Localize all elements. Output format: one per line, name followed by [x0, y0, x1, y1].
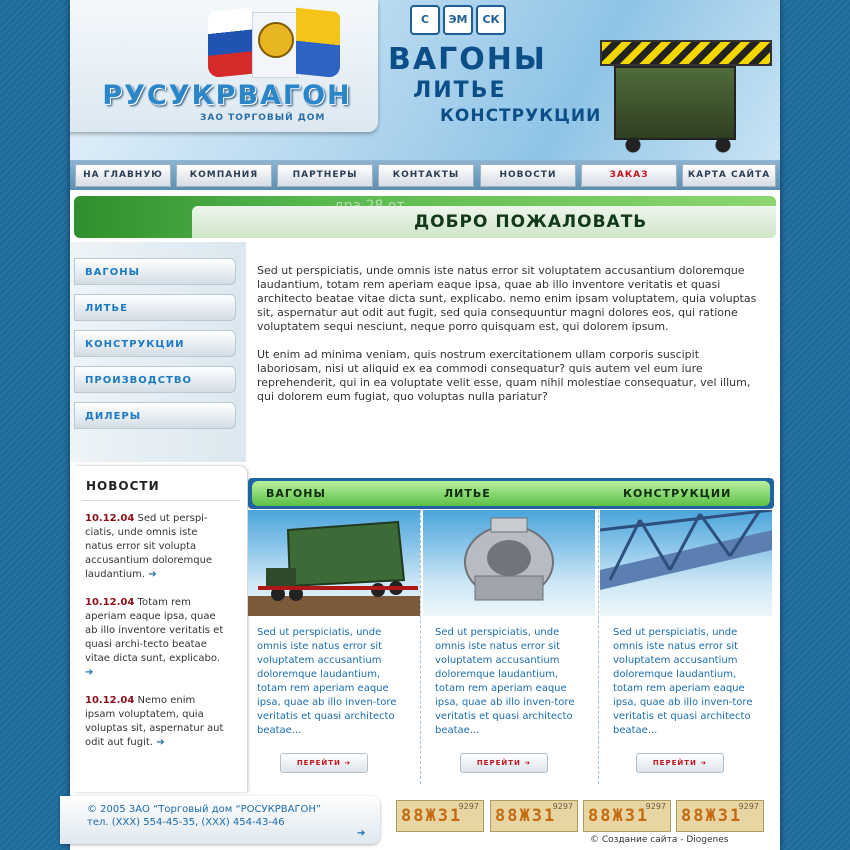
nav-item-news[interactable]: НОВОСТИ: [480, 164, 576, 187]
go-button-wagons[interactable]: ПЕРЕЙТИ ➔: [280, 753, 368, 773]
arrow-right-icon[interactable]: ➔: [156, 737, 165, 748]
certificate-icon: ЭМ: [443, 5, 473, 35]
arrow-right-icon[interactable]: ➔: [357, 828, 366, 839]
sidebar-item-casting[interactable]: ЛИТЬЕ: [74, 294, 236, 321]
news-text: Totam rem aperiam eaque ipsa, quae ab illo inventore veritatis et quasi archi-tecto beatae vitae dicta sunt, explicabo.: [85, 597, 224, 664]
casting-product-image[interactable]: [423, 510, 595, 616]
main-nav: [70, 160, 780, 190]
news-item: [85, 512, 225, 582]
nav-item-sitemap[interactable]: КАРТА САЙТА: [682, 164, 776, 187]
phone-text: тел. (XXX) 554-45-35, (XXX) 454-43-46: [87, 817, 285, 828]
news-item: [85, 694, 225, 750]
header-title-wagons: ВАГОНЫ: [388, 42, 547, 77]
sidebar-item-dealers[interactable]: ДИЛЕРЫ: [74, 402, 236, 429]
logo-text: РУСУКРВАГОН: [102, 80, 352, 111]
news-item: [85, 596, 225, 680]
nav-item-partners[interactable]: ПАРТНЕРЫ: [277, 164, 373, 187]
arrow-right-icon[interactable]: ➔: [148, 569, 157, 580]
go-button-constructions[interactable]: ПЕРЕЙТИ ➔: [636, 753, 724, 773]
header-title-casting: ЛИТЬЕ: [413, 78, 507, 103]
sidebar-item-production[interactable]: ПРОИЗВОДСТВО: [74, 366, 236, 393]
counter-value: 88Ж31: [495, 806, 557, 826]
welcome-title: ДОБРО ПОЖАЛОВАТЬ: [414, 212, 648, 232]
product-title-casting[interactable]: ЛИТЬЕ: [444, 487, 491, 500]
visit-counter[interactable]: [676, 800, 764, 832]
visit-counter[interactable]: [396, 800, 484, 832]
news-date: 10.12.04: [85, 695, 135, 706]
intro-paragraph: Sed ut perspiciatis, unde omnis iste natus error sit voluptatem accusantium doloremque laudantium, totam rem aperiam eaque ipsa, quae ab illo inventore veritatis et quasi architecto beatae vitae dicta sunt, explicabo. nemo enim ipsam voluptatem, quia voluptas sit, aspernatur aut odit aut fugit, sed quia consequuntur magni dolores eos, qui ratione voluptatem sequi nesciunt, neque porro quisquam est, qui dolorem ipsum.: [257, 264, 757, 333]
sidebar-item-constructions[interactable]: КОНСТРУКЦИИ: [74, 330, 236, 357]
nav-item-contacts[interactable]: КОНТАКТЫ: [378, 164, 474, 187]
product-title-wagons[interactable]: ВАГОНЫ: [266, 487, 326, 500]
header-title-constructions: КОНСТРУКЦИИ: [440, 106, 602, 126]
site-credits[interactable]: © Создание сайта - Diogenes: [590, 835, 729, 845]
page-container: [70, 0, 780, 850]
certificate-icon: С: [410, 5, 440, 35]
welcome-banner: [74, 196, 776, 238]
nav-item-company[interactable]: КОМПАНИЯ: [176, 164, 272, 187]
logo-subtitle: ЗАО ТОРГОВЫЙ ДОМ: [200, 113, 326, 123]
intro-paragraph: Ut enim ad minima veniam, quis nostrum exercitationem ullam corporis suscipit laboriosam, nisi ut aliquid ex ea commodi consequatur? quis autem vel eum iure reprehenderit, qui in ea voluptate velit esse, quam nihil molestiae consequatur, vel illum, qui dolorem eum fugiat, quo voluptas nulla pariatur?: [257, 348, 751, 403]
visit-counter[interactable]: [583, 800, 671, 832]
news-title: НОВОСТИ: [86, 479, 160, 493]
news-text: Nemo enim ipsam voluptatem, quia voluptas sit, aspernatur aut odit aut fugit.: [85, 695, 224, 748]
wagon-product-image[interactable]: [248, 510, 420, 616]
go-button-casting[interactable]: ПЕРЕЙТИ ➔: [460, 753, 548, 773]
product-text-constructions: Sed ut perspiciatis, unde omnis iste natus error sit voluptatem accusantium doloremque laudantium, totam rem aperiam eaque ipsa, quae ab illo inven-tore veritatis et quasi architecto beatae...: [613, 627, 753, 736]
product-text-wagons: Sed ut perspiciatis, unde omnis iste natus error sit voluptatem accusantium doloremque laudantium, totam rem aperiam eaque ipsa, quae ab illo inven-tore veritatis et quasi architecto beatae...: [257, 627, 397, 736]
counter-small: 9297: [552, 802, 573, 811]
sidebar-item-wagons[interactable]: ВАГОНЫ: [74, 258, 236, 285]
counter-value: 88Ж31: [681, 806, 743, 826]
wagon-image: [600, 40, 770, 158]
logo[interactable]: [70, 0, 378, 132]
news-text: Sed ut perspi-ciatis, unde omnis iste natus error sit volupta accusantium doloremque laudantium.: [85, 513, 213, 580]
arrow-right-icon[interactable]: ➔: [85, 667, 94, 678]
flag-emblem-icon: [208, 10, 340, 78]
intro-text: [257, 264, 757, 418]
counter-small: 9297: [738, 802, 759, 811]
news-date: 10.12.04: [85, 597, 135, 608]
copyright-text: © 2005 ЗАО “Торговый дом “РОСУКРВАГОН”: [87, 804, 322, 815]
constructions-product-image[interactable]: [600, 510, 772, 616]
certificate-icon: СК: [476, 5, 506, 35]
counter-value: 88Ж31: [401, 806, 463, 826]
news-panel: [74, 466, 247, 792]
product-title-constructions[interactable]: КОНСТРУКЦИИ: [623, 487, 732, 500]
counter-small: 9297: [458, 802, 479, 811]
nav-item-order[interactable]: ЗАКАЗ: [581, 164, 677, 187]
column-divider: [420, 510, 422, 784]
site-header: [70, 0, 780, 160]
counter-value: 88Ж31: [588, 806, 650, 826]
counter-small: 9297: [645, 802, 666, 811]
footer-copyright: [87, 803, 321, 829]
nav-item-home[interactable]: НА ГЛАВНУЮ: [75, 164, 171, 187]
visit-counter[interactable]: [490, 800, 578, 832]
news-date: 10.12.04: [85, 513, 135, 524]
column-divider: [598, 510, 600, 784]
product-text-casting: Sed ut perspiciatis, unde omnis iste natus error sit voluptatem accusantium doloremque laudantium, totam rem aperiam eaque ipsa, quae ab illo inven-tore veritatis et quasi architecto beatae...: [435, 627, 575, 736]
